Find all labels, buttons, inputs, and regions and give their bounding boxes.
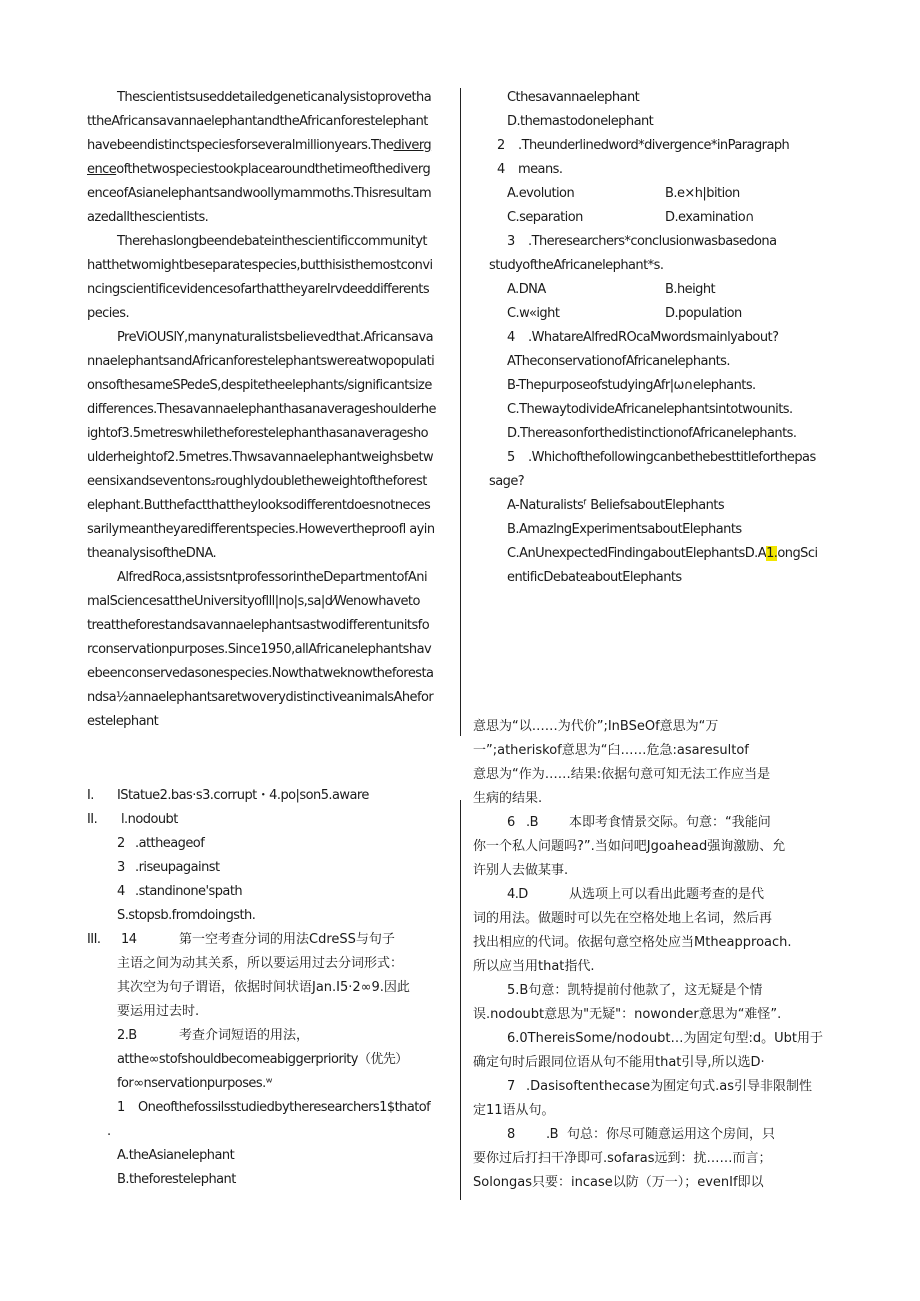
answer-line: 要运用过去时. <box>117 1004 200 1019</box>
passage-line <box>87 138 431 154</box>
passage-line: enceofAsianelephantsandwoollymammoths.Thisresultam <box>87 186 432 201</box>
question-option: A.DNA <box>507 282 546 297</box>
answer-line: 从选项上可以看出此题考查的是代 <box>569 887 765 902</box>
passage-line: eensixandseventons₂roughlydoubletheweightoftheforest <box>87 474 427 489</box>
question-stem: means. <box>518 162 563 177</box>
question-option: D.themastodonelephant <box>507 114 654 129</box>
passage-line: Thescientistsuseddetailedgeneticanalysistoprovetha <box>117 90 432 105</box>
passage-line: ncingscientificevidencesofarthattheyareIrvdeeddifferents <box>87 282 430 297</box>
answer-line: 第一空考查分词的用法CdreSS与句子 <box>179 932 395 947</box>
answer-number: 4.D <box>507 887 528 902</box>
question-stem: studyoftheAfricanelephant*s. <box>489 258 664 273</box>
passage-text: havebeendistinctspeciesforseveralmillionyears.The <box>87 138 394 153</box>
column-divider-bottom <box>460 800 461 1200</box>
question-option: B.height <box>665 282 716 297</box>
column-divider-right <box>460 88 461 736</box>
question-number: 5 <box>507 450 515 465</box>
underlined-word: ence <box>87 162 117 177</box>
answer-number: 7 <box>507 1079 515 1094</box>
passage-text: ofthetwospeciestookplacearoundthetimeofthediverg <box>116 162 431 177</box>
question-option: D.examinatio∩ <box>665 210 755 225</box>
question-number: 1 <box>117 1100 125 1115</box>
question-stem: .WhatareAlfredROcaMwordsmainlyabout? <box>528 330 779 345</box>
answer-line: 误.nodoubt意思为"无疑"：nowonder意思为“难怪”. <box>473 1007 782 1022</box>
question-stem: sage? <box>489 474 525 489</box>
answer-line: 确定句时后跟同位语从句不能用that引导,所以选D· <box>473 1055 765 1070</box>
answer-line: 本即考食情景交际。句意：“我能问 <box>569 815 771 830</box>
answer-number: 3 <box>117 860 125 875</box>
answer-line: 5.B句意：凯特提前付他款了，这无疑是个情 <box>507 983 763 998</box>
question-option: B.theforestelephant <box>117 1172 236 1187</box>
passage-line: ndsa½annaelephantsaretwoverydistinctiveanimalsAhefor <box>87 690 434 705</box>
answer-line: 其次空为句子谓语，依据时间状语Jan.I5·2∞9.因此 <box>117 980 410 995</box>
section-number: II. <box>87 812 98 827</box>
answer-line: 定11语从句。 <box>473 1103 555 1118</box>
answer-line: .Dasisoftenthecase为囿定句式.as引导非限制性 <box>526 1079 812 1094</box>
passage-line: Therehaslongbeendebateinthescientificcommunityt <box>117 234 427 249</box>
answer-number: 2.B <box>117 1028 137 1043</box>
answer-line: .riseupagainst <box>135 860 220 875</box>
answer-line: .attheageof <box>135 836 205 851</box>
answer-line: 考查介词短语的用法， <box>179 1028 310 1043</box>
question-option: A.evolution <box>507 186 575 201</box>
answer-number: 8 <box>507 1127 515 1142</box>
option-text: C.AnUnexpectedFindingaboutElephantsD.A <box>507 546 767 561</box>
answer-line: 要你过后打扫干净即可.sofaras远到：扰……而言； <box>473 1151 772 1166</box>
question-option: C.ThewaytodivideAfricanelephantsintotwounits. <box>507 402 793 417</box>
option-text: ongSci <box>777 546 818 561</box>
question-stem: .Theunderlinedword*divergence*inParagraph <box>518 138 790 153</box>
answer-number: 4 <box>117 884 125 899</box>
answer-line: 意思为“以……为代价”;InBSeOf意思为“万 <box>473 719 719 734</box>
passage-line: ulderheightof2.5metres.Thwsavannaelephantweighsbetw <box>87 450 434 465</box>
answer-line: IStatue2.bas·s3.corrupt・4.po|son5.aware <box>117 788 369 803</box>
passage-line: nnaelephantsandAfricanforestelephantswereatwopopulati <box>87 354 435 369</box>
question-option: A-Naturalistsᶠ BeliefsaboutElephants <box>507 498 725 513</box>
question-number: 4 <box>507 330 515 345</box>
answer-line: 所以应当用that指代. <box>473 959 595 974</box>
answer-line: 意思为“作为……结果:依据句意可知无法工作应当是 <box>473 767 771 782</box>
underlined-word: diverg <box>393 138 432 153</box>
question-option: ATheconservationofAfricanelephants. <box>507 354 730 369</box>
answer-line: 生病的结果. <box>473 791 543 806</box>
question-number: 3 <box>507 234 515 249</box>
section-number: I. <box>87 788 94 803</box>
answer-line: 许别人去做某事. <box>473 863 569 878</box>
question-stem: . <box>107 1124 111 1139</box>
passage-line: AlfredRoca,assistsntprofessorintheDepartmentofAni <box>117 570 428 585</box>
answer-line: 句总：你尽可随意运用这个房间，只 <box>567 1127 776 1142</box>
answer-line: Solongas只要：incase以防（万一）；evenIf即以 <box>473 1175 764 1190</box>
passage-line: treattheforestandsavannaelephantsastwodifferentunitsfo <box>87 618 430 633</box>
question-option: B-ThepurposeofstudyingAfr|ω∩elephants. <box>507 378 756 393</box>
answer-line: for∞nservationpurposes.ʷ <box>117 1076 272 1091</box>
highlighted-text: 1. <box>766 546 778 561</box>
question-option: entificDebateaboutElephants <box>507 570 682 585</box>
passage-line: PreViOUSlY,manynaturalistsbelievedthat.Africansava <box>117 330 434 345</box>
passage-line <box>87 162 430 178</box>
passage-line: estelephant <box>87 714 159 729</box>
question-option: B.AmazlngExperimentsaboutElephants <box>507 522 742 537</box>
passage-line: onsofthesameSPedeS,despitetheelephants/significantsize <box>87 378 432 393</box>
answer-line: 找出相应的代词。依据句意空格处应当Mtheapproach. <box>473 935 792 950</box>
passage-line: ebeenconservedasonespecies.Nowthatweknowtheforesta <box>87 666 434 681</box>
answer-line: atthe∞stofshouldbecomeabiggerpriority（优先） <box>117 1052 408 1067</box>
passage-line: pecies. <box>87 306 130 321</box>
answer-letter: .B <box>546 1127 558 1142</box>
passage-line: theanalysisoftheDNA. <box>87 546 217 561</box>
answer-line: 主语之间为动其关系，所以要运用过去分词形式： <box>117 956 404 971</box>
passage-line: malSciencesattheUniversityoflll|no|s,sa|d⁄Wenowhaveto <box>87 594 420 609</box>
passage-line: rconservationpurposes.Since1950,allAfricanelephantshav <box>87 642 432 657</box>
answer-number: 2 <box>117 836 125 851</box>
question-stem: Oneofthefossilsstudiedbytheresearchers1$thatof <box>138 1100 431 1115</box>
question-stem: .Whichofthefollowingcanbethebesttitleforthepas <box>528 450 816 465</box>
answer-line: l.nodoubt <box>121 812 178 827</box>
passage-line: ightof3.5metreswhiletheforestelephanthasanaverageshо <box>87 426 429 441</box>
question-option: D.population <box>665 306 742 321</box>
question-option: C.w«ight <box>507 306 560 321</box>
question-option: Cthesavannaelephant <box>507 90 640 105</box>
answer-line: 一”;atheriskof意思为“臼……危急:asaresultof <box>473 743 749 758</box>
answer-number: 6 <box>507 815 515 830</box>
passage-line: hatthetwomightbeseparatespecies,butthisisthemostconvi <box>87 258 433 273</box>
question-option: B.e×h|bition <box>665 186 740 201</box>
answer-line: .standinone'spath <box>135 884 243 899</box>
answer-letter: .B <box>526 815 538 830</box>
question-number: 4 <box>497 162 505 177</box>
answer-line: S.stopsb.fromdoingsth. <box>117 908 256 923</box>
answer-line: 你一个私人问题吗?”.当如问吧Jgoahead强询激励、允 <box>473 839 786 854</box>
passage-line: elephant.Butthefactthattheylooksodifferentdoesnotneces <box>87 498 431 513</box>
question-option <box>507 546 818 562</box>
passage-line: sarilymeantheyaredifferentspecies.Howevertheproofl ayin <box>87 522 435 537</box>
question-option: D.ThereasonforthedistinctionofAfricanelephants. <box>507 426 797 441</box>
passage-line: differences.Thesavannaelephanthasanaverageshoulderhe <box>87 402 437 417</box>
answer-line: 词的用法。做题时可以先在空格处地上名词，然后再 <box>473 911 773 926</box>
question-option: A.theAsianelephant <box>117 1148 235 1163</box>
passage-line: azedallthescientists. <box>87 210 209 225</box>
answer-line: 6.0ThereisSome/nodoubt…为固定句型:d。Ubt用于 <box>507 1031 824 1046</box>
passage-line: ttheAfricansavannaelephantandtheAfricanforestelephant <box>87 114 428 129</box>
question-stem: .Theresearchers*conclusionwasbasedona <box>528 234 777 249</box>
question-option: C.separation <box>507 210 583 225</box>
section-number: III. <box>87 932 101 947</box>
answer-number: 14 <box>121 932 137 947</box>
question-number: 2 <box>497 138 505 153</box>
